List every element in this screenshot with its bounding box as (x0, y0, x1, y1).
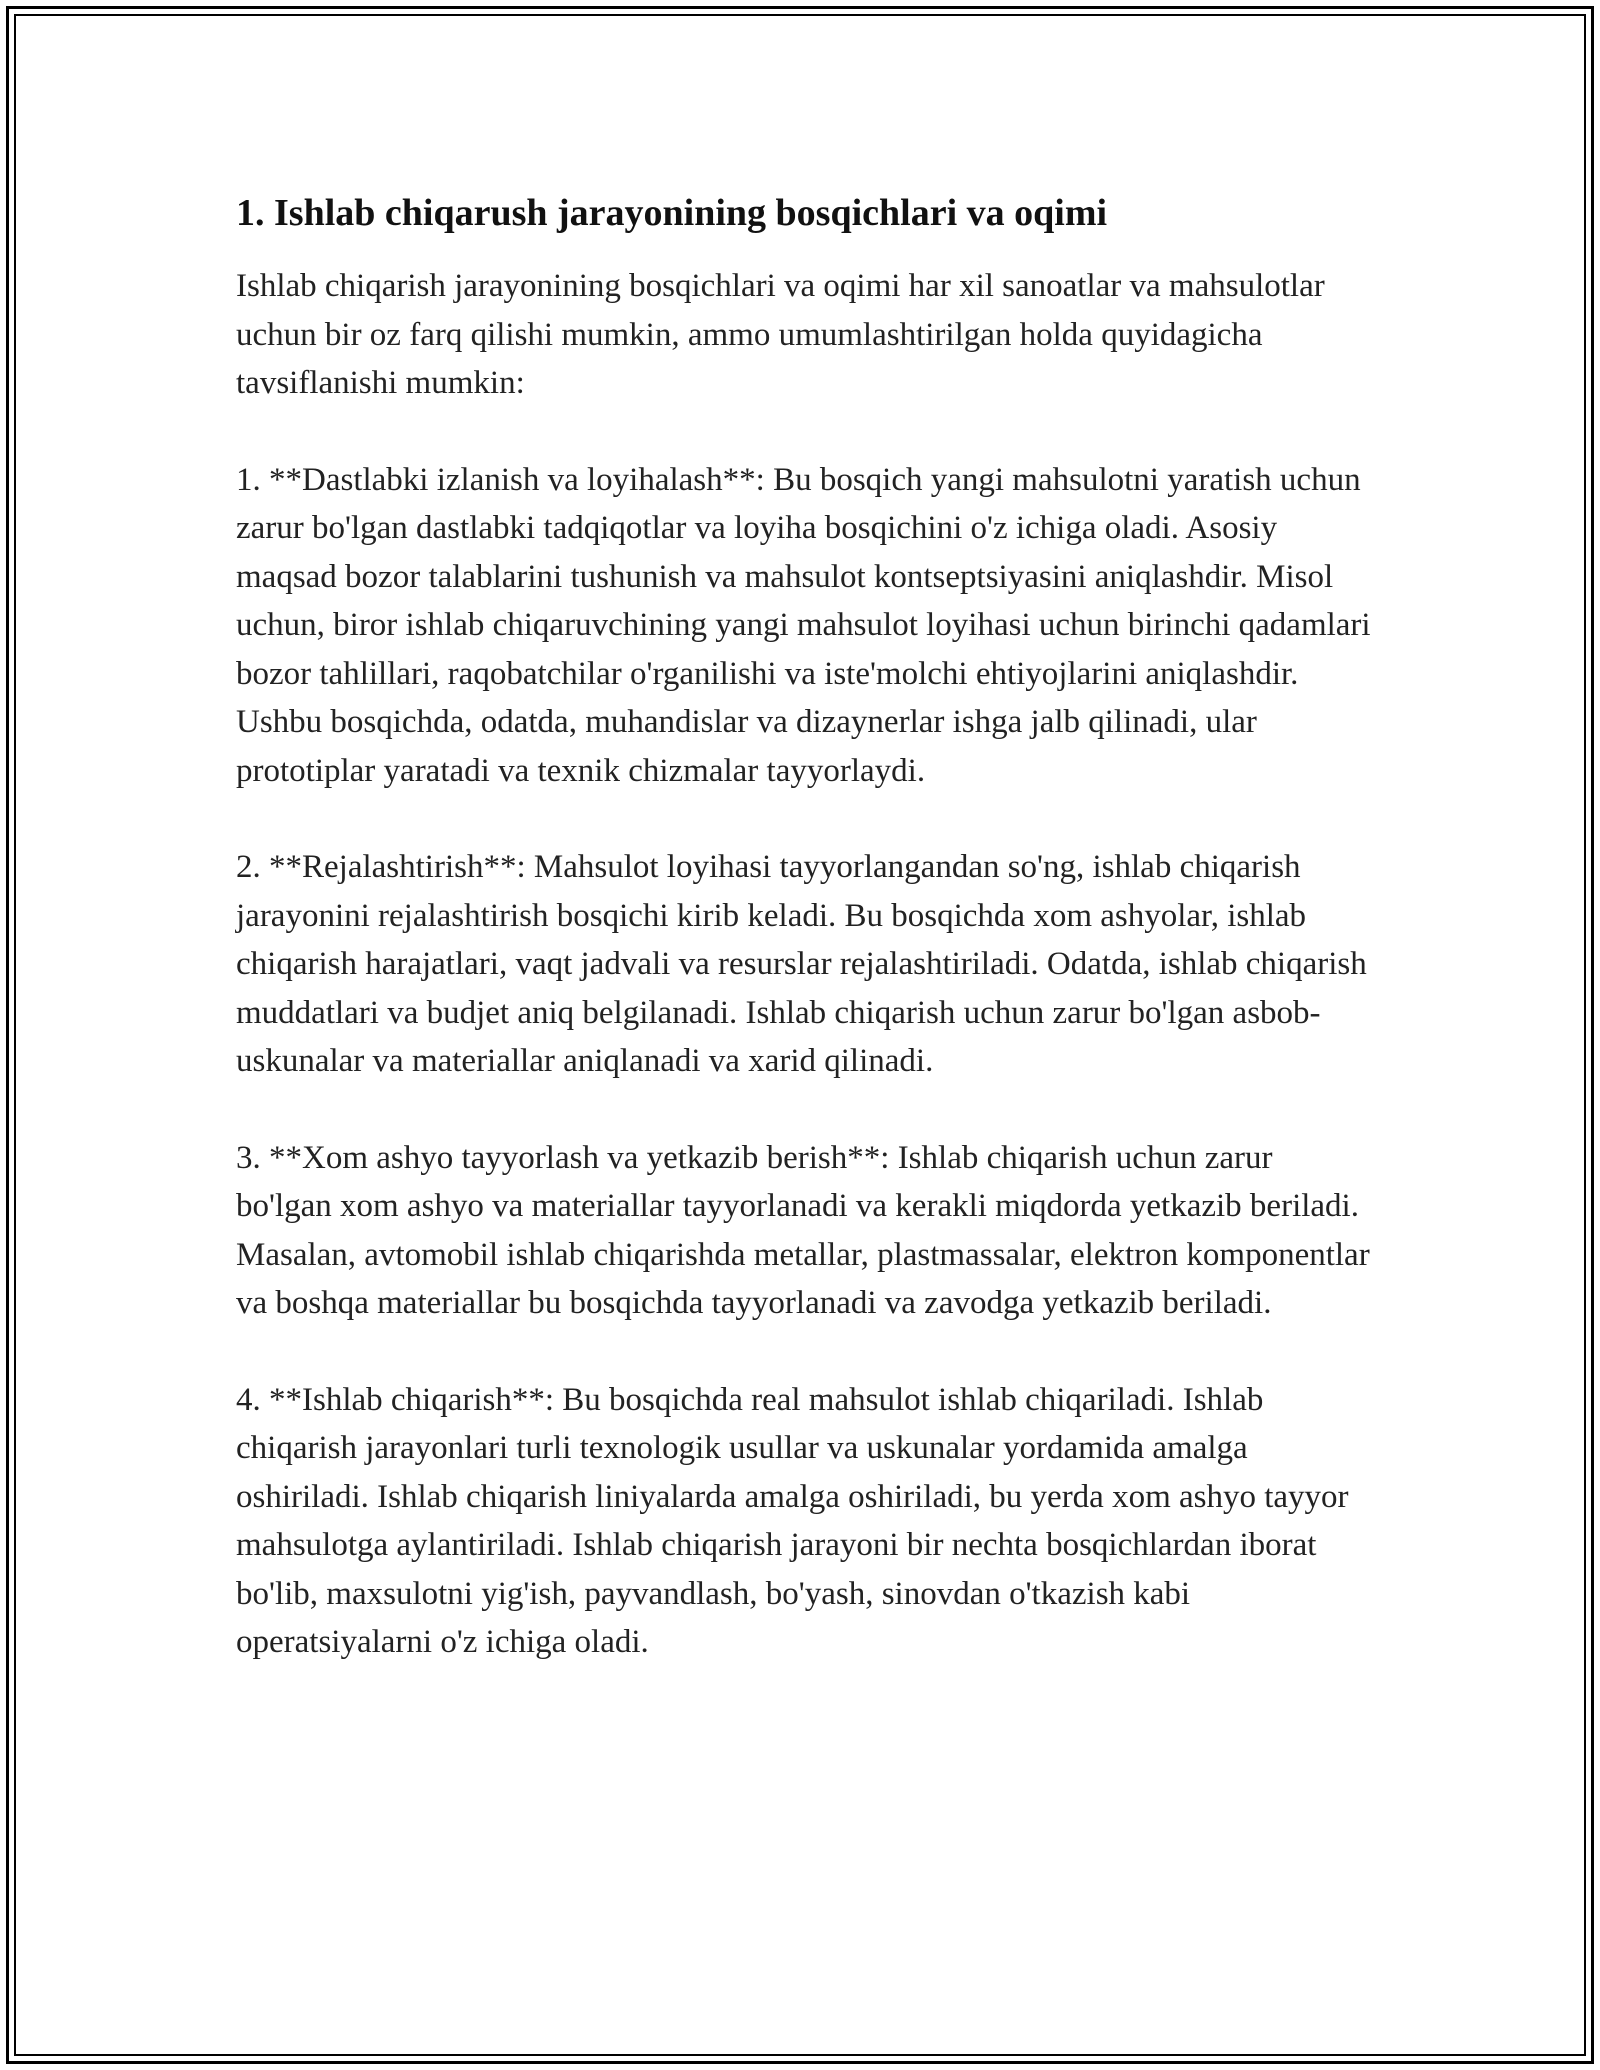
section-heading: 1. Ishlab chiqarush jarayonining bosqichlari va oqimi (236, 192, 1108, 234)
step-4-paragraph: 4. **Ishlab chiqarish**: Bu bosqichda real mahsulot ishlab chiqariladi. Ishlab chiqarish jarayonlari turli texnologik usullar va uskunalar yordamida amalga oshiriladi. Ishlab chiqarish liniyalarda amalga oshiriladi, bu yerda xom ashyo tayyor mahsulotga aylantiriladi. Ishlab chiqarish jarayoni bir nechta bosqichlardan iborat bo'lib, maxsulotni yig'ish, payvandlash, bo'yash, sinovdan o'tkazish kabi operatsiyalarni o'z ichiga oladi. (236, 1381, 1349, 1660)
intro-paragraph: Ishlab chiqarish jarayonining bosqichlari va oqimi har xil sanoatlar va mahsulotlar uchun bir oz farq qilishi mumkin, ammo umumlashtirilgan holda quyidagicha tavsiflanishi mumkin: (236, 268, 1325, 401)
step-1-paragraph: 1. **Dastlabki izlanish va loyihalash**: Bu bosqich yangi mahsulotni yaratish uchun zarur bo'lgan dastlabki tadqiqotlar va loyiha bosqichini o'z ichiga oladi. Asosiy maqsad bozor talablarini tushunish va mahsulot kontseptsiyasini aniqlashdir. Misol uchun, biror ishlab chiqaruvchining yangi mahsulot loyihasi uchun birinchi qadamlari bozor tahlillari, raqobatchilar o'rganilishi va iste'molchi ehtiyojlarini aniqlashdir. Ushbu bosqichda, odatda, muhandislar va dizaynerlar ishga jalb qilinadi, ular prototiplar yaratadi va texnik chizmalar tayyorlaydi. (236, 461, 1371, 789)
document-body (236, 186, 1376, 1715)
step-2-paragraph: 2. **Rejalashtirish**: Mahsulot loyihasi tayyorlangandan so'ng, ishlab chiqarish jarayonini rejalashtirish bosqichi kirib keladi. Bu bosqichda xom ashyolar, ishlab chiqarish harajatlari, vaqt jadvali va resurslar rejalashtiriladi. Odatda, ishlab chiqarish muddatlari va budjet aniq belgilanadi. Ishlab chiqarish uchun zarur bo'lgan asbob-uskunalar va materiallar aniqlanadi va xarid qilinadi. (236, 849, 1367, 1079)
step-3-paragraph: 3. **Xom ashyo tayyorlash va yetkazib berish**: Ishlab chiqarish uchun zarur bo'lgan xom ashyo va materiallar tayyorlanadi va kerakli miqdorda yetkazib beriladi. Masalan, avtomobil ishlab chiqarishda metallar, plastmassalar, elektron komponentlar va boshqa materiallar bu bosqichda tayyorlanadi va zavodga yetkazib beriladi. (236, 1139, 1370, 1321)
